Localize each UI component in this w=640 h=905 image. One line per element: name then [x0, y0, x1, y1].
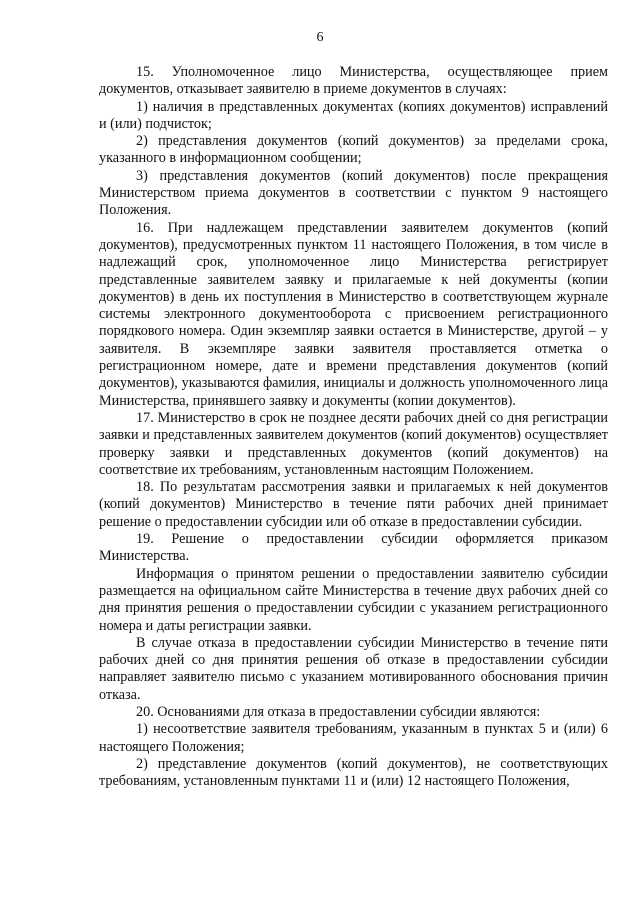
paragraph-15: 15. Уполномоченное лицо Министерства, осуществляющее прием документов, отказывает заявителю в приеме документов в случаях: [99, 64, 608, 98]
page-number: 6 [316, 30, 324, 45]
paragraph-20-item-1: 1) несоответствие заявителя требованиям, указанным в пунктах 5 и (или) 6 настоящего Положения; [99, 721, 608, 755]
paragraph-16: 16. При надлежащем представлении заявителем документов (копий документов), предусмотренных пунктом 11 настоящего Положения, в том числе в надлежащий срок, уполномоченное лицо Министерства регистрирует представленные заявителем заявку и прилагаемые к ней документы (копии документов) в день их поступления в Министерство в соответствующем журнале системы электронного документооборота с присвоением регистрационного порядкового номера. Один экземпляр заявки остается в Министерстве, другой – у заявителя. В экземпляре заявки заявителя проставляется отметка о регистрационном номере, дате и времени представления документов (копий документов), указываются фамилия, инициалы и должность уполномоченного лица Министерства, принявшего заявку и документы (копии документов). [99, 219, 608, 409]
paragraph-19-info: Информация о принятом решении о предоставлении заявителю субсидии размещается на официальном сайте Министерства в течение двух рабочих дней со дня принятия решения о предоставлении субсидии с указанием регистрационного номера и даты регистрации заявки. [99, 565, 608, 634]
paragraph-15-item-3: 3) представления документов (копий документов) после прекращения Министерством приема документов в соответствии с пунктом 9 настоящего Положения. [99, 167, 608, 219]
paragraph-15-item-1: 1) наличия в представленных документах (копиях документов) исправлений и (или) подчисток; [99, 98, 608, 132]
paragraph-17: 17. Министерство в срок не позднее десяти рабочих дней со дня регистрации заявки и представленных заявителем документов (копий документов) осуществляет проверку заявки и представленных документов (копий документов) на соответствие их требованиям, установленным настоящим Положением. [99, 409, 608, 478]
paragraph-20: 20. Основаниями для отказа в предоставлении субсидии являются: [136, 703, 541, 720]
document-body [99, 64, 608, 790]
paragraph-19-refusal: В случае отказа в предоставлении субсидии Министерство в течение пяти рабочих дней со дня принятия решения об отказе в предоставлении субсидии направляет заявителю письмо с указанием мотивированного обоснования причин отказа. [99, 634, 608, 703]
paragraph-18: 18. По результатам рассмотрения заявки и прилагаемых к ней документов (копий документов) Министерство в течение пяти рабочих дней принимает решение о предоставлении субсидии или об отказе в предоставлении субсидии. [99, 479, 608, 530]
paragraph-15-item-2: 2) представления документов (копий документов) за пределами срока, указанного в информационном сообщении; [99, 133, 608, 167]
paragraph-20-item-2: 2) представление документов (копий документов), не соответствующих требованиям, установленным пунктами 11 и (или) 12 настоящего Положения, [99, 755, 608, 790]
paragraph-19: 19. Решение о предоставлении субсидии оформляется приказом Министерства. [99, 531, 608, 565]
